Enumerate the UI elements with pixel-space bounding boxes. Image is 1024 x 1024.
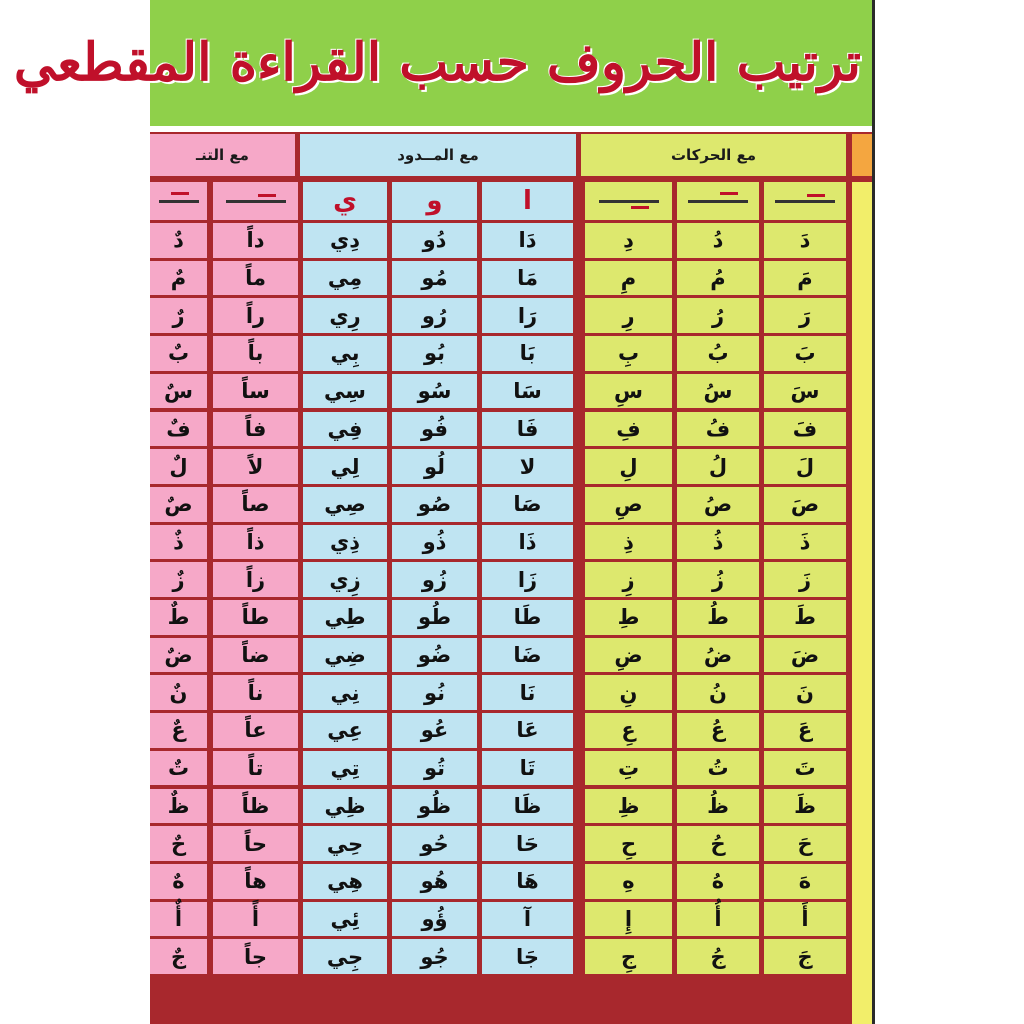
syllable-cell: مِ [585,261,672,296]
syllable-cell: طِي [303,600,387,635]
syllable-cell: رِي [303,298,387,333]
syllable-cell: طِ [585,600,672,635]
title-divider [150,126,873,132]
syllable-cell: ضِي [303,638,387,673]
syllable-cell: ذِ [585,525,672,560]
syllable-cell: فُ [677,412,759,447]
syllable-cell: طُ [677,600,759,635]
syllable-cell: دٌ [150,223,207,258]
syllable-cell: لَ [764,449,846,484]
title-banner [13,0,873,126]
syllable-cell: عاً [213,713,298,748]
syllable-cell: لٌ [150,449,207,484]
syllable-cell: عِ [585,713,672,748]
column-header-mudood-1: و [392,182,477,220]
syllable-cell: أُ [677,902,759,937]
syllable-cell: سَا [482,374,573,409]
syllable-cell: لُو [392,449,477,484]
syllable-cell: نَا [482,675,573,710]
syllable-cell: دِ [585,223,672,258]
syllable-cell: صٌ [150,487,207,522]
syllable-cell: صُ [677,487,759,522]
syllable-cell: دَ [764,223,846,258]
syllable-cell: رُ [677,298,759,333]
syllable-cell: سُ [677,374,759,409]
syllable-cell: زَا [482,562,573,597]
syllable-cell: فُو [392,412,477,447]
syllable-cell: نِ [585,675,672,710]
syllable-cell: جُ [677,939,759,974]
column-header-tanween-1 [150,182,207,220]
syllable-cell: لِ [585,449,672,484]
syllable-cell: فِ [585,412,672,447]
syllable-cell: لا [482,449,573,484]
syllable-cell: نَ [764,675,846,710]
syllable-cell: زِي [303,562,387,597]
syllable-cell: أَ [764,902,846,937]
syllable-cell: حِ [585,826,672,861]
syllable-cell: ذُ [677,525,759,560]
syllable-cell: طَا [482,600,573,635]
column-header-harakat-1 [677,182,759,220]
syllable-cell: بِي [303,336,387,371]
letter-chart-poster [13,0,873,1024]
syllable-cell: زِ [585,562,672,597]
syllable-cell: نُ [677,675,759,710]
syllable-cell: مُو [392,261,477,296]
section-header-partial [852,134,873,176]
syllable-cell: لُ [677,449,759,484]
syllable-cell: لاً [213,449,298,484]
syllable-cell: مَا [482,261,573,296]
syllable-cell: زُو [392,562,477,597]
syllable-cell: تٌ [150,751,207,786]
syllable-cell: نِي [303,675,387,710]
syllable-cell: تِي [303,751,387,786]
syllable-cell: زاً [213,562,298,597]
damma-mark-icon [688,200,748,203]
syllable-cell: عُ [677,713,759,748]
syllable-cell: رَ [764,298,846,333]
syllable-cell: حاً [213,826,298,861]
syllable-cell: حَا [482,826,573,861]
syllable-cell: آ [482,902,573,937]
syllable-cell: صَا [482,487,573,522]
syllable-cell: باً [213,336,298,371]
syllable-cell: راً [213,298,298,333]
syllable-cell: حَ [764,826,846,861]
syllable-cell: رَا [482,298,573,333]
syllable-cell: ضَ [764,638,846,673]
syllable-cell: سِ [585,374,672,409]
syllable-cell: رٌ [150,298,207,333]
syllable-cell: بٌ [150,336,207,371]
syllable-cell: ضٌ [150,638,207,673]
syllable-cell: هَ [764,864,846,899]
syllable-cell: ذُو [392,525,477,560]
syllable-cell: ظِي [303,789,387,824]
syllable-cell: عُو [392,713,477,748]
syllable-cell: مُ [677,261,759,296]
right-margin [874,0,1024,1024]
syllable-cell: مٌ [150,261,207,296]
syllable-cell: بَا [482,336,573,371]
syllable-cell: داً [213,223,298,258]
syllable-cell: ظاً [213,789,298,824]
syllable-cell: فِي [303,412,387,447]
syllable-cell: حُ [677,826,759,861]
syllable-cell: ذٌ [150,525,207,560]
syllable-cell: ذَا [482,525,573,560]
syllable-cell: ناً [213,675,298,710]
syllable-cell: جَا [482,939,573,974]
syllable-cell: صاً [213,487,298,522]
page-title: ترتيب الحروف حسب القراءة المقطعي [13,32,861,93]
syllable-cell: ماً [213,261,298,296]
syllable-cell: طُو [392,600,477,635]
syllable-cell: ئِي [303,902,387,937]
syllable-cell: ذِي [303,525,387,560]
partial-column [852,182,873,1024]
syllable-cell: فاً [213,412,298,447]
syllable-cell: تُ [677,751,759,786]
syllable-cell: دُو [392,223,477,258]
syllable-cell: أٌ [150,902,207,937]
syllable-cell: ظَا [482,789,573,824]
syllable-cell: عَ [764,713,846,748]
dammatan-mark-icon [159,200,199,203]
syllable-cell: ظَ [764,789,846,824]
syllable-cell: بُ [677,336,759,371]
syllable-cell: ضاً [213,638,298,673]
syllable-cell: ضِ [585,638,672,673]
syllable-cell: صُو [392,487,477,522]
syllable-cell: عَا [482,713,573,748]
syllable-cell: فٌ [150,412,207,447]
column-header-tanween-0 [213,182,298,220]
syllable-cell: جُو [392,939,477,974]
syllable-cell: ذَ [764,525,846,560]
syllable-cell: جَ [764,939,846,974]
fathatan-mark-icon [226,200,286,203]
syllable-cell: رُو [392,298,477,333]
syllable-cell: هُو [392,864,477,899]
syllable-cell: هاً [213,864,298,899]
syllable-cell: هٌ [150,864,207,899]
syllable-cell: هُ [677,864,759,899]
column-header-mudood-2: ي [303,182,387,220]
syllable-cell: طَ [764,600,846,635]
section-header-tanween: مع التنـ [150,134,295,176]
syllable-cell: فَا [482,412,573,447]
syllable-cell: تاً [213,751,298,786]
syllable-cell: هِ [585,864,672,899]
syllable-cell: تَ [764,751,846,786]
syllable-cell: ضُو [392,638,477,673]
syllable-cell: حِي [303,826,387,861]
syllable-cell: مِي [303,261,387,296]
syllable-cell: أً [213,902,298,937]
syllable-cell: ساً [213,374,298,409]
syllable-cell: ذاً [213,525,298,560]
column-header-harakat-0 [764,182,846,220]
syllable-cell: عٌ [150,713,207,748]
syllable-cell: هَا [482,864,573,899]
fatha-mark-icon [775,200,835,203]
syllable-cell: جِي [303,939,387,974]
syllable-cell: جٌ [150,939,207,974]
syllable-cell: جاً [213,939,298,974]
syllable-cell: بُو [392,336,477,371]
syllable-cell: صِ [585,487,672,522]
syllable-cell: ظُو [392,789,477,824]
syllable-cell: طٌ [150,600,207,635]
syllable-cell: مَ [764,261,846,296]
syllable-cell: تِ [585,751,672,786]
syllable-cell: ضُ [677,638,759,673]
column-header-harakat-2 [585,182,672,220]
syllable-cell: حٌ [150,826,207,861]
kasra-mark-icon [599,200,659,203]
syllable-cell: زٌ [150,562,207,597]
left-margin [0,0,150,1024]
syllable-cell: دِي [303,223,387,258]
syllable-cell: صِي [303,487,387,522]
syllable-cell: دُ [677,223,759,258]
syllable-cell: تُو [392,751,477,786]
syllable-cell: بِ [585,336,672,371]
syllable-cell: سُو [392,374,477,409]
syllable-cell: نُو [392,675,477,710]
syllable-cell: صَ [764,487,846,522]
syllable-cell: زُ [677,562,759,597]
syllable-cell: سٌ [150,374,207,409]
poster-edge [872,0,875,1024]
syllable-cell: سِي [303,374,387,409]
syllable-cell: رِ [585,298,672,333]
syllable-cell: بَ [764,336,846,371]
syllable-cell: ضَا [482,638,573,673]
syllable-cell: ظِ [585,789,672,824]
syllable-cell: زَ [764,562,846,597]
section-header-harakat: مع الحركات [581,134,846,176]
syllable-cell: ظُ [677,789,759,824]
syllable-cell: طاً [213,600,298,635]
syllable-cell: ؤُو [392,902,477,937]
section-header-mudood: مع المــدود [300,134,576,176]
syllable-cell: إِ [585,902,672,937]
syllable-cell: نٌ [150,675,207,710]
syllable-cell: فَ [764,412,846,447]
syllable-cell: ظٌ [150,789,207,824]
syllable-cell: سَ [764,374,846,409]
syllable-cell: تَا [482,751,573,786]
syllable-cell: حُو [392,826,477,861]
syllable-cell: عِي [303,713,387,748]
column-header-mudood-0: ا [482,182,573,220]
syllable-cell: هِي [303,864,387,899]
syllable-cell: دَا [482,223,573,258]
syllable-cell: لِي [303,449,387,484]
syllable-cell: جِ [585,939,672,974]
